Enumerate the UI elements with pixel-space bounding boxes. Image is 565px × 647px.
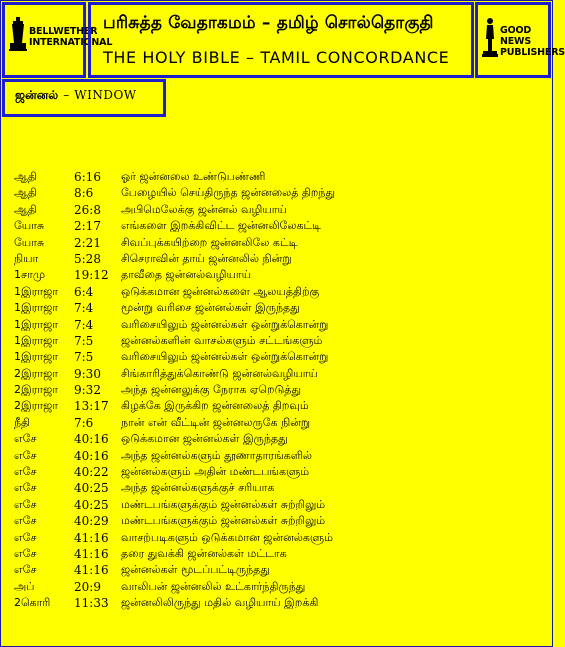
verse-reference: 41:16 <box>74 563 109 578</box>
book-abbrev: எசே <box>14 563 37 577</box>
verse-excerpt: பேழையில் செய்திருந்த ஜன்னலைத் திறந்து <box>121 186 335 200</box>
book-abbrev: எசே <box>14 465 37 479</box>
book-abbrev: எசே <box>14 481 37 495</box>
concordance-row <box>14 399 534 415</box>
concordance-row <box>14 350 534 366</box>
concordance-list <box>14 170 534 613</box>
verse-reference: 13:17 <box>74 399 109 414</box>
verse-excerpt: ஜன்னல்கள் மூடப்பட்டிருந்தது <box>121 563 270 577</box>
verse-excerpt: வாலிபன் ஜன்னலில் உட்கார்ந்திருந்து <box>121 579 306 593</box>
concordance-row <box>14 580 534 596</box>
book-abbrev: எசே <box>14 432 37 446</box>
book-abbrev: 2இராஜா <box>14 383 59 397</box>
verse-excerpt: சிவப்புக்கயிற்றை ஜன்னலிலே கட்டி <box>121 235 298 249</box>
book-abbrev: எசே <box>14 530 37 544</box>
book-abbrev: யோசு <box>14 235 45 249</box>
keyword <box>15 88 137 104</box>
book-abbrev: எசே <box>14 448 37 462</box>
book-abbrev: 2இராஜா <box>14 399 59 413</box>
verse-excerpt: ஓர் ஜன்னலை உண்டுபண்ணி <box>121 170 266 183</box>
keyword-box <box>2 79 166 117</box>
verse-reference: 41:16 <box>74 530 109 545</box>
concordance-row <box>14 367 534 383</box>
publisher-name-right: GOOD NEWS PUBLISHERS <box>500 25 565 58</box>
book-abbrev: அப் <box>14 579 35 593</box>
verse-excerpt: ஒடுக்கமான ஜன்னல்களை ஆலயத்திற்கு <box>121 284 320 298</box>
verse-reference: 26:8 <box>74 202 101 217</box>
concordance-row <box>14 596 534 612</box>
verse-reference: 7:4 <box>74 301 94 316</box>
verse-excerpt: வாசற்படிகளும் ஒடுக்கமான ஜன்னல்களும் <box>121 530 333 544</box>
verse-excerpt: ஜன்னல்களின் வாசல்களும் சட்டங்களும் <box>121 333 323 347</box>
book-abbrev: நீதி <box>14 415 31 429</box>
verse-reference: 7:6 <box>74 415 94 430</box>
concordance-row <box>14 334 534 350</box>
book-abbrev: 1சாமு <box>14 268 46 282</box>
verse-reference: 11:33 <box>74 596 109 611</box>
verse-reference: 7:5 <box>74 350 94 365</box>
verse-reference: 6:4 <box>74 284 94 299</box>
book-abbrev: நியா <box>14 251 39 265</box>
concordance-row <box>14 268 534 284</box>
verse-excerpt: நான் என் வீட்டின் ஜன்னலருகே நின்று <box>121 415 311 429</box>
title-tamil: பரிசுத்த வேதாகமம் – தமிழ் சொல்தொகுதி <box>103 13 434 33</box>
concordance-row <box>14 301 534 317</box>
title-english: THE HOLY BIBLE – TAMIL CONCORDANCE <box>103 48 450 67</box>
verse-reference: 40:22 <box>74 465 109 480</box>
concordance-row <box>14 531 534 547</box>
concordance-row <box>14 481 534 497</box>
book-abbrev: எசே <box>14 497 37 511</box>
verse-excerpt: சிங்காரித்துக்கொண்டு ஜன்னல்வழியாய் <box>121 366 318 380</box>
book-abbrev: 1இராஜா <box>14 317 59 331</box>
concordance-row <box>14 203 534 219</box>
publisher-logo-right <box>475 2 565 78</box>
verse-reference: 7:4 <box>74 317 94 332</box>
verse-reference: 9:30 <box>74 366 101 381</box>
verse-reference: 40:29 <box>74 514 109 529</box>
book-abbrev: 1இராஜா <box>14 333 59 347</box>
publisher-name-left: BELLWETHER INTERNATIONAL <box>29 26 113 48</box>
book-abbrev: ஆதி <box>14 202 37 216</box>
verse-reference: 9:32 <box>74 383 101 398</box>
verse-reference: 20:9 <box>74 579 101 594</box>
concordance-row <box>14 318 534 334</box>
book-abbrev: ஆதி <box>14 186 37 200</box>
verse-excerpt: ஜன்னலிலிருந்து மதில் வழியாய் இறக்கி <box>121 596 319 610</box>
concordance-row <box>14 449 534 465</box>
verse-reference: 5:28 <box>74 251 101 266</box>
publisher-logo-left <box>2 2 113 78</box>
concordance-row <box>14 514 534 530</box>
concordance-row <box>14 547 534 563</box>
verse-reference: 40:16 <box>74 432 109 447</box>
concordance-row <box>14 285 534 301</box>
verse-excerpt: ஒடுக்கமான ஜன்னல்கள் இருந்தது <box>121 432 288 446</box>
concordance-row <box>14 236 534 252</box>
concordance-row <box>14 563 534 579</box>
book-abbrev: 1இராஜா <box>14 350 59 364</box>
verse-reference: 40:25 <box>74 481 109 496</box>
keyword-separator: – <box>63 88 70 102</box>
book-abbrev: 2இராஜா <box>14 366 59 380</box>
concordance-row <box>14 383 534 399</box>
book-abbrev: யோசு <box>14 219 45 233</box>
verse-excerpt: அந்த ஜன்னல்களும் தூணாதாரங்களில் <box>121 448 313 462</box>
title-banner <box>88 2 474 78</box>
verse-excerpt: தரை துவக்கி ஜன்னல்கள் மட்டாக <box>121 546 287 560</box>
verse-excerpt: சிசெராவின் தாய் ஜன்னலில் நின்று <box>121 251 292 265</box>
verse-excerpt: அந்த ஜன்னலுக்கு நேராக ஏறெடுத்து <box>121 383 301 397</box>
verse-excerpt: வரிசையிலும் ஜன்னல்கள் ஒன்றுக்கொன்று <box>121 350 329 364</box>
concordance-row <box>14 498 534 514</box>
concordance-row <box>14 465 534 481</box>
keyword-english: WINDOW <box>74 88 137 102</box>
keyword-tamil: ஜன்னல் <box>15 88 59 102</box>
verse-excerpt: கிழக்கே இருக்கிற ஜன்னலைத் திறவும் <box>121 399 309 413</box>
verse-excerpt: அந்த ஜன்னல்களுக்குச் சரியாக <box>121 481 275 495</box>
verse-excerpt: மண்டபங்களுக்கும் ஜன்னல்கள் சுற்றிலும் <box>121 514 326 528</box>
verse-excerpt: மண்டபங்களுக்கும் ஜன்னல்கள் சுற்றிலும் <box>121 497 326 511</box>
verse-reference: 7:5 <box>74 333 94 348</box>
verse-reference: 2:17 <box>74 219 101 234</box>
concordance-row <box>14 432 534 448</box>
verse-reference: 2:21 <box>74 235 101 250</box>
book-abbrev: 2கொரி <box>14 596 51 610</box>
verse-reference: 40:16 <box>74 448 109 463</box>
verse-reference: 41:16 <box>74 546 109 561</box>
verse-excerpt: அபிமெலேக்கு ஜன்னல் வழியாய் <box>121 202 287 216</box>
concordance-row <box>14 170 534 186</box>
book-abbrev: ஆதி <box>14 170 37 183</box>
verse-excerpt: ஜன்னல்களும் அதின் மண்டபங்களும் <box>121 465 310 479</box>
verse-reference: 6:16 <box>74 170 101 184</box>
concordance-row <box>14 416 534 432</box>
concordance-row <box>14 186 534 202</box>
book-abbrev: எசே <box>14 546 37 560</box>
book-abbrev: 1இராஜா <box>14 301 59 315</box>
verse-excerpt: எங்களை இறக்கிவிட்ட ஜன்னலிலேகட்டி <box>121 219 322 233</box>
verse-excerpt: வரிசையிலும் ஜன்னல்கள் ஒன்றுக்கொன்று <box>121 317 329 331</box>
verse-reference: 8:6 <box>74 186 94 201</box>
concordance-row <box>14 252 534 268</box>
verse-reference: 40:25 <box>74 497 109 512</box>
verse-excerpt: தாவீதை ஜன்னல்வழியாய் <box>121 268 252 282</box>
verse-reference: 19:12 <box>74 268 109 283</box>
concordance-row <box>14 219 534 235</box>
verse-excerpt: மூன்று வரிசை ஜன்னல்கள் இருந்தது <box>121 301 300 315</box>
book-abbrev: எசே <box>14 514 37 528</box>
book-abbrev: 1இராஜா <box>14 284 59 298</box>
